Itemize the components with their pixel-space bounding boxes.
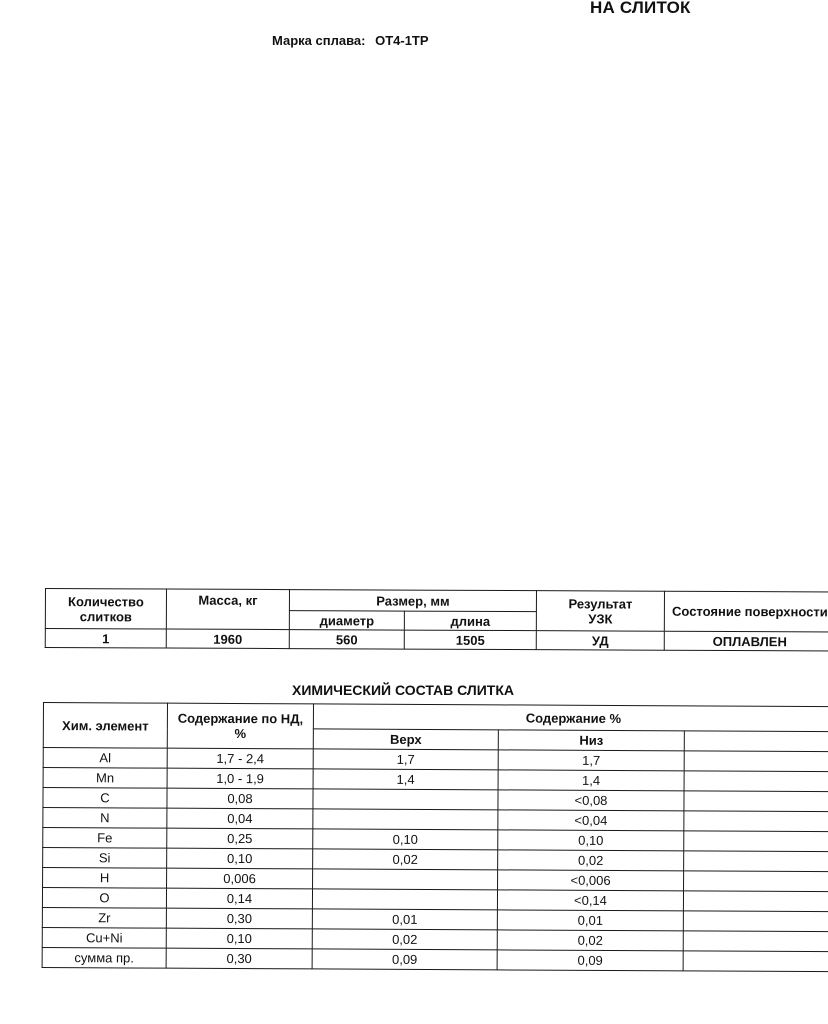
cell-top: 0,02 bbox=[312, 929, 497, 950]
cell-extra bbox=[684, 811, 828, 832]
cell-diameter: 560 bbox=[289, 630, 404, 650]
cell-extra bbox=[684, 791, 828, 812]
cell-extra bbox=[684, 831, 828, 852]
cell-element: N bbox=[43, 808, 167, 829]
cell-nd: 0,25 bbox=[167, 828, 313, 849]
cell-bottom: <0,006 bbox=[498, 870, 684, 891]
cell-bottom: 1,7 bbox=[498, 750, 684, 771]
document-title: НА СЛИТОК bbox=[590, 0, 691, 17]
cell-extra bbox=[684, 851, 828, 872]
cell-top: 0,09 bbox=[312, 949, 497, 970]
cell-nd: 0,08 bbox=[167, 788, 313, 809]
cell-mass: 1960 bbox=[166, 629, 289, 649]
cell-bottom: 0,10 bbox=[498, 830, 684, 851]
cell-nd: 0,10 bbox=[167, 848, 313, 869]
header-length: длина bbox=[404, 611, 536, 631]
header-top: Верх bbox=[313, 729, 498, 750]
table-row bbox=[42, 947, 828, 971]
cell-element: Cu+Ni bbox=[42, 927, 166, 948]
alloy-grade-value: ОТ4-1ТР bbox=[375, 33, 429, 48]
cell-element: Zr bbox=[42, 907, 166, 928]
cell-top: 1,4 bbox=[313, 769, 498, 790]
cell-extra bbox=[683, 951, 828, 972]
cell-top bbox=[313, 869, 498, 890]
cell-extra bbox=[683, 931, 828, 952]
cell-top: 0,01 bbox=[312, 909, 497, 930]
alloy-grade-label: Марка сплава: bbox=[272, 33, 366, 48]
cell-element: C bbox=[43, 788, 167, 809]
cell-extra bbox=[683, 911, 828, 932]
chem-composition-table bbox=[42, 702, 828, 972]
header-uzk-result: Результат УЗК bbox=[536, 591, 664, 632]
cell-bottom: 0,01 bbox=[497, 910, 683, 931]
cell-element: Si bbox=[43, 848, 167, 869]
cell-top: 1,7 bbox=[313, 749, 498, 770]
header-empty bbox=[684, 731, 828, 752]
header-mass: Масса, кг bbox=[166, 589, 289, 630]
cell-element: Al bbox=[43, 748, 167, 769]
cell-surface-state: ОПЛАВЛЕН bbox=[664, 631, 828, 651]
cell-extra bbox=[684, 751, 828, 772]
cell-extra bbox=[684, 771, 828, 792]
cell-element: сумма пр. bbox=[42, 947, 166, 968]
cell-top: 0,10 bbox=[313, 829, 498, 850]
header-size: Размер, мм bbox=[289, 590, 536, 612]
header-surface-state: Состояние поверхности bbox=[664, 591, 828, 632]
cell-nd: 0,10 bbox=[166, 928, 312, 949]
cell-top: 0,02 bbox=[313, 849, 498, 870]
cell-bottom: 1,4 bbox=[498, 770, 684, 791]
header-bottom: Низ bbox=[498, 730, 684, 751]
ingot-data-row bbox=[45, 629, 828, 651]
cell-element: O bbox=[42, 888, 166, 909]
ingot-header-row bbox=[45, 589, 828, 613]
header-content-percent: Содержание % bbox=[313, 704, 828, 732]
cell-top bbox=[313, 809, 498, 830]
cell-bottom: <0,14 bbox=[497, 890, 683, 911]
cell-bottom: 0,02 bbox=[498, 850, 684, 871]
cell-length: 1505 bbox=[404, 630, 536, 650]
cell-nd: 0,006 bbox=[167, 868, 313, 889]
cell-nd: 0,30 bbox=[166, 948, 312, 969]
header-nd-content: Содержание по НД, % bbox=[167, 703, 313, 749]
cell-nd: 0,14 bbox=[166, 888, 312, 909]
cell-nd: 0,04 bbox=[167, 808, 313, 829]
cell-extra bbox=[684, 871, 828, 892]
cell-uzk-result: УД bbox=[536, 631, 664, 651]
cell-bottom: 0,02 bbox=[497, 930, 683, 951]
header-ingot-count: Количество слитков bbox=[45, 589, 166, 630]
chem-header-row bbox=[43, 703, 828, 732]
cell-nd: 0,30 bbox=[166, 908, 312, 929]
header-diameter: диаметр bbox=[289, 611, 404, 631]
cell-bottom: 0,09 bbox=[497, 950, 683, 971]
cell-ingot-count: 1 bbox=[45, 629, 166, 649]
ingot-table bbox=[45, 588, 828, 651]
cell-bottom: <0,04 bbox=[498, 810, 684, 831]
cell-nd: 1,7 - 2,4 bbox=[167, 748, 313, 769]
cell-element: Fe bbox=[43, 828, 167, 849]
cell-extra bbox=[683, 891, 828, 912]
cell-top bbox=[313, 789, 498, 810]
cell-bottom: <0,08 bbox=[498, 790, 684, 811]
cell-top bbox=[312, 889, 497, 910]
alloy-grade-line bbox=[272, 33, 429, 48]
cell-element: H bbox=[43, 868, 167, 889]
chem-section-title: ХИМИЧЕСКИЙ СОСТАВ СЛИТКА bbox=[292, 682, 515, 698]
header-element: Хим. элемент bbox=[43, 703, 167, 749]
cell-element: Mn bbox=[43, 768, 167, 789]
cell-nd: 1,0 - 1,9 bbox=[167, 768, 313, 789]
